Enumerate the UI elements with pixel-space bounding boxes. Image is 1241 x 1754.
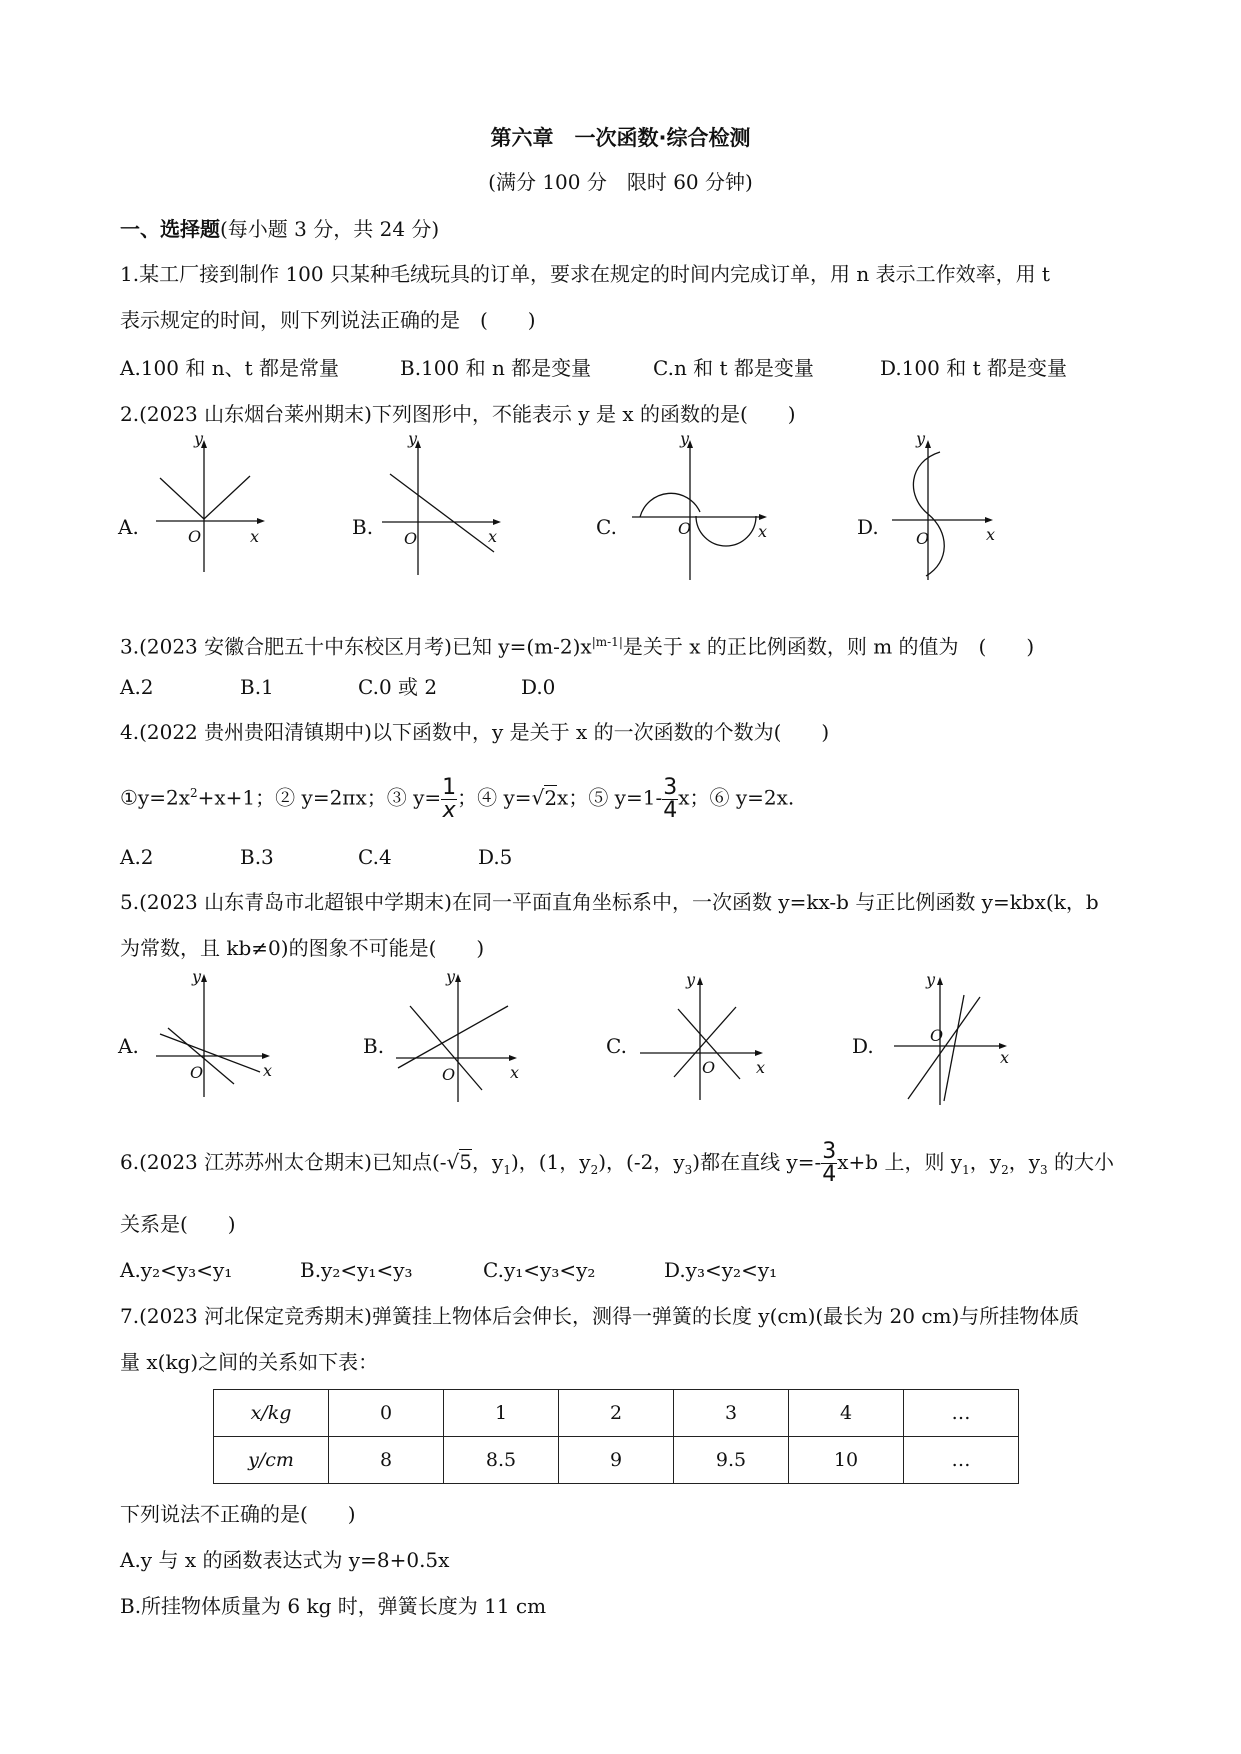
svg-text:y: y [192,967,202,986]
q6-p6: ，y [969,1150,1002,1174]
q7-line1: 7.(2023 河北保定竞秀期末)弹簧挂上物体后会伸长，测得一弹簧的长度 y(cm)(最长为 20 cm)与所挂物体质 [120,1304,1080,1328]
table-cell: 10 [789,1437,904,1484]
q4-option-c: C.4 [358,845,392,869]
q3-option-a: A.2 [120,675,154,699]
q6-sqrt-5: 5 [459,1150,472,1174]
q6-p3: )，(-2，y [598,1150,685,1174]
svg-text:O: O [702,1058,716,1077]
q3-option-b: B.1 [240,675,274,699]
q5-graph-a [150,967,275,1097]
q6-p2: )，(1，y [510,1150,591,1174]
q4-f4: ；④ y= [457,785,532,810]
table-cell: 8.5 [444,1437,559,1484]
q6-p8: 的大小 [1047,1150,1115,1174]
q3-pre: 3.(2023 安徽合肥五十中东校区月考)已知 y=(m-2)x [120,634,592,659]
table-row [214,1390,1019,1437]
table-cell: y/cm [214,1437,329,1484]
q2-label-b: B. [352,515,374,539]
table-cell: 9.5 [674,1437,789,1484]
table-cell: 4 [789,1390,904,1437]
q2-graph-a [150,429,265,572]
q2-a-x-label: x [250,527,260,546]
q6-p7: ，y [1008,1150,1041,1174]
svg-text:x: x [488,527,498,546]
q4-f6: x；⑥ y=2x. [678,785,795,810]
q5-graph-d [890,970,1015,1105]
table-cell: 3 [674,1390,789,1437]
table-cell: x/kg [214,1390,329,1437]
q2-graph-c [630,429,770,580]
svg-text:y: y [916,429,926,448]
table-cell: 1 [444,1390,559,1437]
q6-t2: 2 [1001,1163,1009,1177]
svg-text:y: y [926,970,936,989]
svg-text:O: O [678,519,692,538]
svg-text:y: y [686,970,696,989]
table-row [214,1437,1019,1484]
q3-option-c: C.0 或 2 [358,675,438,699]
q2-label-d: D. [857,515,879,539]
q4-f1-sup: 2 [190,786,198,800]
q1-option-d: D.100 和 t 都是变量 [880,356,1067,380]
q1-option-a: A.100 和 n、t 都是常量 [120,356,339,380]
table-cell: 2 [559,1390,674,1437]
svg-text:O: O [442,1065,456,1084]
q2-a-origin: O [188,527,202,546]
q5-graph-c [640,970,770,1100]
q5-graph-b [390,967,525,1102]
q3-exponent: |m-1| [591,635,623,649]
q4-sqrt-2: 2 [544,785,558,810]
q4-line1: 4.(2022 贵州贵阳清镇期中)以下函数中，y 是关于 x 的一次函数的个数为( ) [120,720,830,744]
section-heading [120,215,439,243]
q7-line3: 下列说法不正确的是( ) [120,1502,356,1526]
q6-option-d: D.y₃<y₂<y₁ [664,1258,778,1282]
q6-line1 [120,1136,1114,1196]
q6-line2: 关系是( ) [120,1212,236,1236]
q3-option-d: D.0 [521,675,556,699]
q4-option-b: B.3 [240,845,274,869]
q5-label-c: C. [606,1034,627,1058]
table-cell: … [904,1390,1019,1437]
q3-line1 [120,628,1034,661]
svg-text:x: x [758,522,768,541]
q6-sub3: 3 [684,1163,693,1177]
svg-text:O: O [930,1026,944,1045]
q6-t3: 3 [1040,1163,1048,1177]
q1-option-c: C.n 和 t 都是变量 [653,356,814,380]
svg-text:x: x [1000,1048,1010,1067]
q1-option-b: B.100 和 n 都是变量 [400,356,592,380]
q5-line1: 5.(2023 山东青岛市北超银中学期末)在同一平面直角坐标系中，一次函数 y=kx-b 与正比例函数 y=kbx(k，b [120,890,1099,914]
svg-text:O: O [916,529,930,548]
q3-post: 是关于 x 的正比例函数，则 m 的值为 ( ) [622,634,1035,659]
q4-functions [120,768,794,823]
q2-graph-b [378,429,503,575]
q5-line2: 为常数，且 kb≠0)的图象不可能是( ) [120,936,485,960]
q6-p4: )都在直线 y=- [692,1150,822,1174]
svg-text:x: x [756,1058,766,1077]
q6-option-a: A.y₂<y₃<y₁ [120,1258,233,1282]
q6-sub1: 1 [503,1163,511,1177]
q6-option-b: B.y₂<y₁<y₃ [300,1258,413,1282]
q6-t1: 1 [962,1163,970,1177]
q4-f4b: x；⑤ y=1- [557,785,663,810]
svg-text:O: O [404,529,418,548]
q6-pre: 6.(2023 江苏苏州太仓期末)已知点(- [120,1150,447,1174]
q5-label-d: D. [852,1034,874,1058]
q2-a-y-label: y [194,429,204,448]
q5-label-b: B. [363,1034,385,1058]
table-cell: … [904,1437,1019,1484]
q1-line1: 1.某工厂接到制作 100 只某种毛绒玩具的订单，要求在规定的时间内完成订单，用 n 表示工作效率，用 t [120,262,1050,286]
svg-text:x: x [986,525,996,544]
page-title: 第六章 一次函数·综合检测 [490,126,751,150]
q4-f1: ①y=2x [120,785,190,810]
q7-option-b: B.所挂物体质量为 6 kg 时，弹簧长度为 11 cm [120,1594,547,1618]
table-cell: 9 [559,1437,674,1484]
q2-line1: 2.(2023 山东烟台莱州期末)下列图形中，不能表示 y 是 x 的函数的是( ) [120,402,796,426]
q7-data-table [213,1389,1019,1484]
q6-p5: x+b 上，则 y [837,1150,963,1174]
sqrt-symbol-2: √ [446,1150,460,1174]
section-note: (每小题 3 分，共 24 分) [220,217,440,241]
table-cell: 0 [329,1390,444,1437]
svg-text:x: x [510,1063,520,1082]
q6-sub2: 2 [590,1163,599,1177]
q1-line2: 表示规定的时间，则下列说法正确的是 ( ) [120,308,536,332]
q2-label-c: C. [596,515,617,539]
sqrt-symbol: √ [531,785,545,810]
q4-fraction-2: $\frac{3}{4}$ [663,774,678,823]
svg-text:y: y [446,967,456,986]
page-subtitle: (满分 100 分 限时 60 分钟) [488,170,753,194]
q7-line2: 量 x(kg)之间的关系如下表： [120,1350,379,1374]
q6-fraction: $\frac{3}{4}$ [822,1139,837,1187]
svg-text:x: x [263,1061,273,1080]
q2-graph-d [888,429,1003,580]
q6-mid: ，y [472,1150,504,1174]
svg-text:O: O [190,1063,204,1082]
q5-label-a: A. [118,1034,139,1058]
section-title: 一、选择题 [120,217,220,241]
q4-f1b: +x+1；② y=2πx；③ y= [197,785,442,810]
q4-option-d: D.5 [478,845,513,869]
table-cell: 8 [329,1437,444,1484]
q4-option-a: A.2 [120,845,154,869]
q7-option-a: A.y 与 x 的函数表达式为 y=8+0.5x [120,1548,450,1572]
q6-option-c: C.y₁<y₃<y₂ [483,1258,596,1282]
q2-label-a: A. [118,515,139,539]
svg-text:y: y [680,429,690,448]
svg-text:y: y [408,429,418,448]
q4-fraction-1: $\frac{1}{x}$ [442,774,457,823]
